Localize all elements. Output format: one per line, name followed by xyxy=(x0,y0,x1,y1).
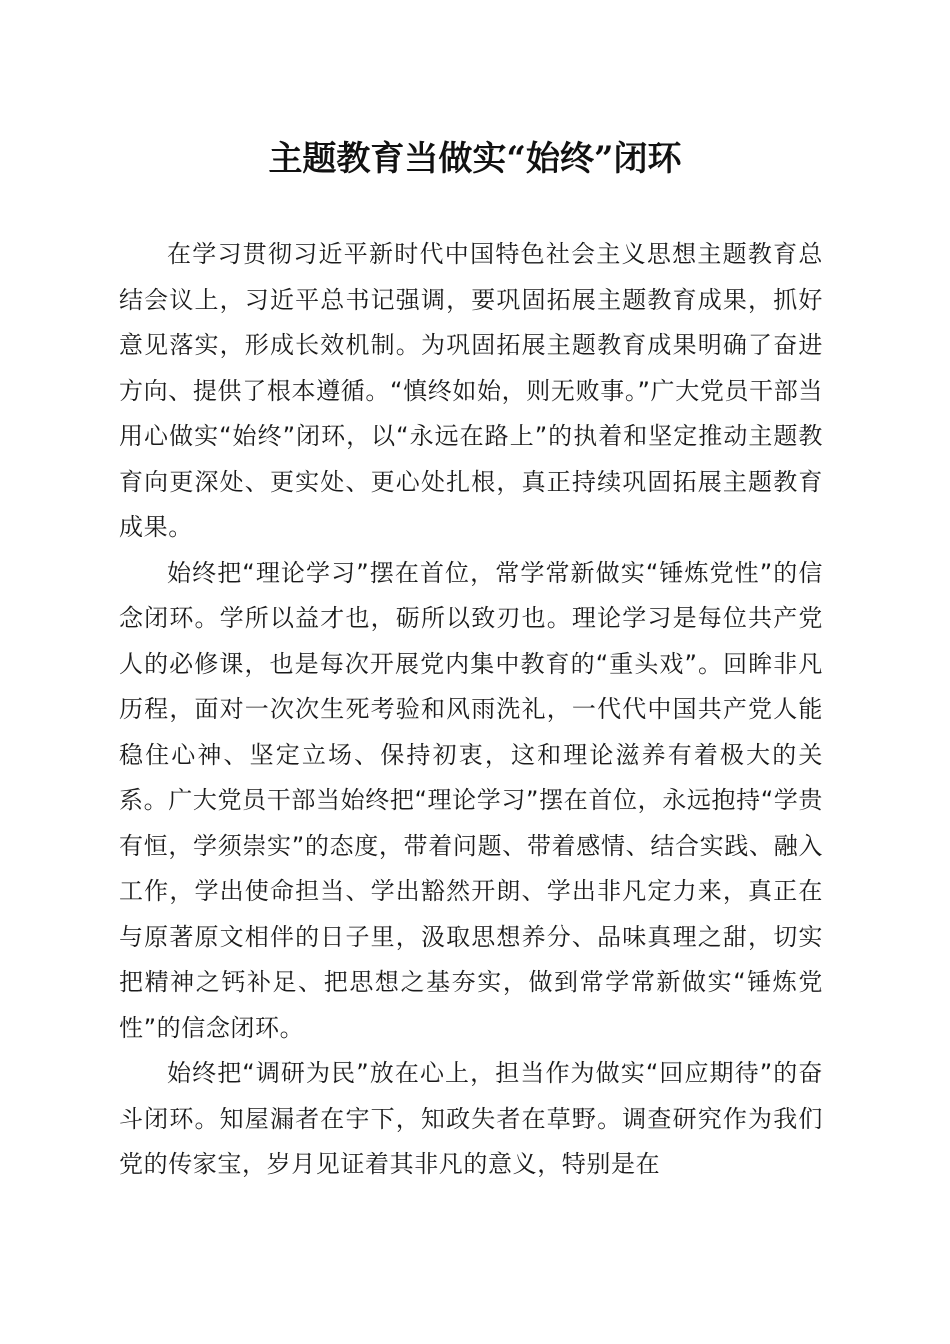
document-body xyxy=(119,232,823,1188)
paragraph-3: 始终把“调研为民”放在心上，担当作为做实“回应期待”的奋斗闭环。知屋漏者在宇下，知政失者在草野。调查研究作为我们党的传家宝，岁月见证着其非凡的意义，特别是在 xyxy=(119,1059,823,1178)
paragraph-2: 始终把“理论学习”摆在首位，常学常新做实“锤炼党性”的信念闭环。学所以益才也，砺所以致刃也。理论学习是每位共产党人的必修课，也是每次开展党内集中教育的“重头戏”。回眸非凡历程，面对一次次生死考验和风雨洗礼，一代代中国共产党人能稳住心神、坚定立场、保持初衷，这和理论滋养有着极大的关系。广大党员干部当始终把“理论学习”摆在首位，永远抱持“学贵有恒，学须崇实”的态度，带着问题、带着感情、结合实践、融入工作，学出使命担当、学出豁然开朗、学出非凡定力来，真正在与原著原文相伴的日子里，汲取思想养分、品味真理之甜，切实把精神之钙补足、把思想之基夯实，做到常学常新做实“锤炼党性”的信念闭环。 xyxy=(119,558,823,1042)
document-title: 主题教育当做实“始终”闭环 xyxy=(268,139,682,179)
paragraph-1: 在学习贯彻习近平新时代中国特色社会主义思想主题教育总结会议上，习近平总书记强调，要巩固拓展主题教育成果，抓好意见落实，形成长效机制。为巩固拓展主题教育成果明确了奋进方向、提供了根本遵循。“慎终如始，则无败事。”广大党员干部当用心做实“始终”闭环，以“永远在路上”的执着和坚定推动主题教育向更深处、更实处、更心处扎根，真正持续巩固拓展主题教育成果。 xyxy=(119,240,823,541)
